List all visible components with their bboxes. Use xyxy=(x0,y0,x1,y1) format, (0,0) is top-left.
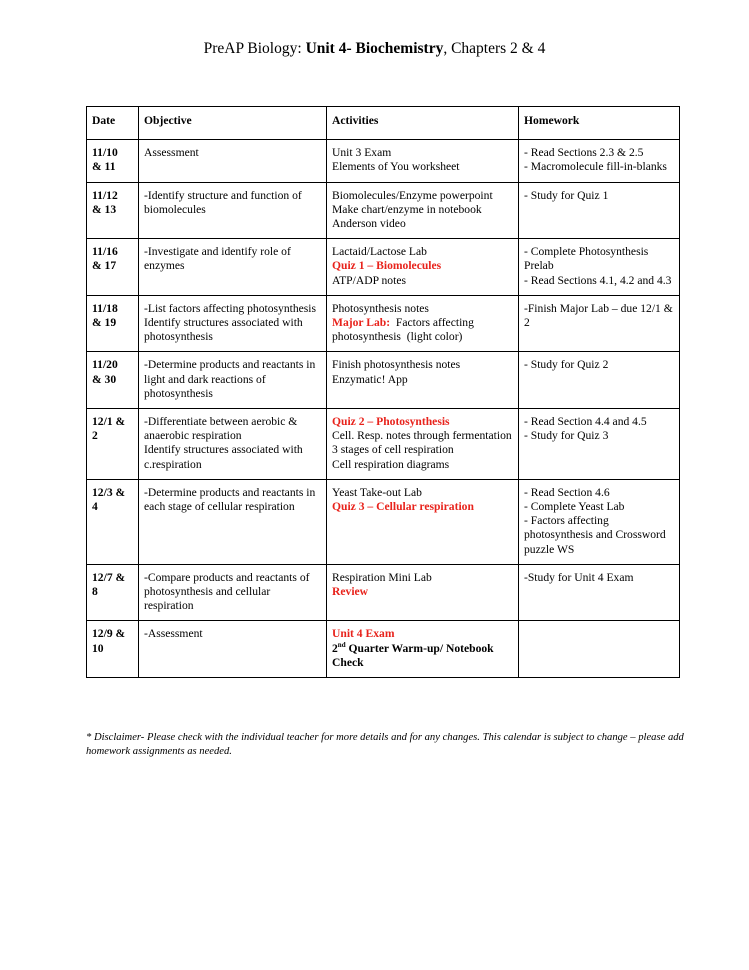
activities-cell xyxy=(327,564,519,621)
date-line: 11/10 xyxy=(92,146,118,160)
date-line: 12/9 & xyxy=(92,627,126,641)
homework-line: - Complete Yeast Lab xyxy=(524,500,625,514)
activities-cell xyxy=(327,621,519,678)
homework-cell xyxy=(519,295,680,352)
activity-line: Quiz 3 – Cellular respiration xyxy=(332,500,474,514)
date-cell xyxy=(87,564,139,621)
objective-line: -Differentiate between aerobic & anaerobic respiration xyxy=(144,415,298,443)
objective-line: Identify structures associated with photosynthesis xyxy=(144,316,303,344)
table-row xyxy=(87,295,680,352)
activity-line: Lactaid/Lactose Lab xyxy=(332,245,427,259)
date-line: 10 xyxy=(92,641,104,655)
activity-line: Quiz 2 – Photosynthesis xyxy=(332,415,450,429)
date-cell xyxy=(87,409,139,480)
activity-line: Respiration Mini Lab xyxy=(332,570,432,584)
objective-cell xyxy=(139,409,327,480)
activity-text: 2 xyxy=(332,641,338,655)
date-line: 4 xyxy=(92,500,98,514)
homework-line: - Macromolecule fill-in-blanks xyxy=(524,160,667,174)
homework-line: - Read Sections 2.3 & 2.5 xyxy=(524,146,644,160)
activity-line: 3 stages of cell respiration xyxy=(332,443,454,457)
date-cell xyxy=(87,295,139,352)
homework-line: -Study for Unit 4 Exam xyxy=(524,570,634,584)
homework-cell xyxy=(519,182,680,239)
objective-line: -Determine products and reactants in each stage of cellular respiration xyxy=(144,485,316,514)
objective-cell xyxy=(139,352,327,409)
date-cell xyxy=(87,479,139,564)
objective-line: -Compare products and reactants of photosynthesis and cellular respiration xyxy=(144,570,310,613)
homework-cell xyxy=(519,140,680,182)
date-line: 11/16 xyxy=(92,245,118,259)
date-line: & 19 xyxy=(92,316,117,330)
homework-cell xyxy=(519,621,680,678)
homework-cell xyxy=(519,409,680,480)
homework-cell xyxy=(519,352,680,409)
activity-line: Photosynthesis notes xyxy=(332,301,429,315)
homework-line: - Study for Quiz 1 xyxy=(524,188,609,202)
objective-cell xyxy=(139,140,327,182)
activity-line: Cell respiration diagrams xyxy=(332,457,450,471)
date-cell xyxy=(87,352,139,409)
date-line: 11/18 xyxy=(92,301,118,315)
date-line: & 17 xyxy=(92,259,117,273)
activities-cell xyxy=(327,140,519,182)
activity-text: Factors affecting photosynthesis (light color) xyxy=(332,316,477,344)
activity-sup: nd xyxy=(337,640,346,649)
activities-cell xyxy=(327,409,519,480)
title-suffix: , Chapters 2 & 4 xyxy=(443,40,546,57)
activity-line: Finish photosynthesis notes xyxy=(332,358,461,372)
date-cell xyxy=(87,621,139,678)
page-title xyxy=(0,40,749,58)
objective-cell xyxy=(139,564,327,621)
title-prefix: PreAP Biology: xyxy=(203,40,306,57)
homework-line: - Complete Photosynthesis Prelab xyxy=(524,245,649,273)
objective-line: -Assessment xyxy=(144,627,203,641)
activity-line: Yeast Take-out Lab xyxy=(332,485,422,499)
activity-line: Anderson video xyxy=(332,217,406,231)
homework-line: - Read Section 4.4 and 4.5 xyxy=(524,415,647,429)
objective-line: -Identify structure and function of biomolecules xyxy=(144,188,302,216)
disclaimer: * Disclaimer- Please check with the individual teacher for more details and for any changes. This calendar is subject to change – please add homework assignments as needed. xyxy=(86,732,684,757)
title-unit: Unit 4- Biochemistry xyxy=(305,40,444,57)
table-row xyxy=(87,621,680,678)
homework-line: - Read Section 4.6 xyxy=(524,485,610,499)
activity-line: Biomolecules/Enzyme powerpoint xyxy=(332,188,493,202)
schedule-table xyxy=(86,106,680,678)
date-line: 12/7 & xyxy=(92,570,126,584)
date-cell xyxy=(87,239,139,296)
table-row xyxy=(87,409,680,480)
table-row xyxy=(87,140,680,182)
table-row xyxy=(87,352,680,409)
schedule-body xyxy=(87,140,680,678)
activities-cell xyxy=(327,295,519,352)
objective-line: -Determine products and reactants in light and dark reactions of photosynthesis xyxy=(144,358,316,400)
activities-cell xyxy=(327,479,519,564)
homework-cell xyxy=(519,564,680,621)
activity-line: Elements of You worksheet xyxy=(332,160,460,174)
activity-line xyxy=(332,316,513,344)
date-cell xyxy=(87,140,139,182)
activity-line: Make chart/enzyme in notebook xyxy=(332,202,482,216)
homework-line: - Factors affecting photosynthesis and Crossword puzzle WS xyxy=(524,514,666,556)
homework-line: - Study for Quiz 2 xyxy=(524,358,609,372)
activity-line: Cell. Resp. notes through fermentation xyxy=(332,429,512,443)
homework-cell xyxy=(519,479,680,564)
table-row xyxy=(87,239,680,296)
table-row xyxy=(87,182,680,239)
date-line: 2 xyxy=(92,429,98,443)
date-line: 12/1 & xyxy=(92,415,126,429)
homework-line: -Finish Major Lab – due 12/1 & 2 xyxy=(524,301,673,330)
objective-cell xyxy=(139,239,327,296)
date-line: 11/20 xyxy=(92,358,118,372)
date-cell xyxy=(87,182,139,239)
table-header-row xyxy=(87,107,680,140)
objective-cell xyxy=(139,182,327,239)
table-row xyxy=(87,564,680,621)
homework-line: - Study for Quiz 3 xyxy=(524,429,609,443)
activity-line: Unit 4 Exam xyxy=(332,627,395,641)
header-activities: Activities xyxy=(327,107,519,140)
activity-rest: Quarter Warm-up/ Notebook Check xyxy=(332,641,497,669)
objective-line: -Investigate and identify role of enzymes xyxy=(144,245,291,273)
objective-line: Identify structures associated with c.respiration xyxy=(144,443,303,471)
date-line: 11/12 xyxy=(92,188,118,202)
homework-cell xyxy=(519,239,680,296)
table-row xyxy=(87,479,680,564)
activities-cell xyxy=(327,239,519,296)
date-line: & 11 xyxy=(92,160,116,174)
activities-cell xyxy=(327,182,519,239)
objective-cell xyxy=(139,479,327,564)
header-homework: Homework xyxy=(519,107,680,140)
objective-line: Assessment xyxy=(144,146,199,160)
objective-cell xyxy=(139,295,327,352)
homework-line: - Read Sections 4.1, 4.2 and 4.3 xyxy=(524,273,672,287)
activity-label: Major Lab: xyxy=(332,316,391,330)
activity-line xyxy=(332,642,513,670)
objective-cell xyxy=(139,621,327,678)
date-line: & 13 xyxy=(92,202,117,216)
activity-line: Enzymatic! App xyxy=(332,372,408,386)
activities-cell xyxy=(327,352,519,409)
activity-line: ATP/ADP notes xyxy=(332,273,406,287)
header-date: Date xyxy=(87,107,139,140)
objective-line: -List factors affecting photosynthesis xyxy=(144,301,317,315)
header-objective: Objective xyxy=(139,107,327,140)
activity-line: Quiz 1 – Biomolecules xyxy=(332,259,442,273)
activity-line: Review xyxy=(332,585,369,599)
activity-line: Unit 3 Exam xyxy=(332,146,392,160)
date-line: 8 xyxy=(92,585,98,599)
date-line: 12/3 & xyxy=(92,485,126,499)
date-line: & 30 xyxy=(92,372,117,386)
